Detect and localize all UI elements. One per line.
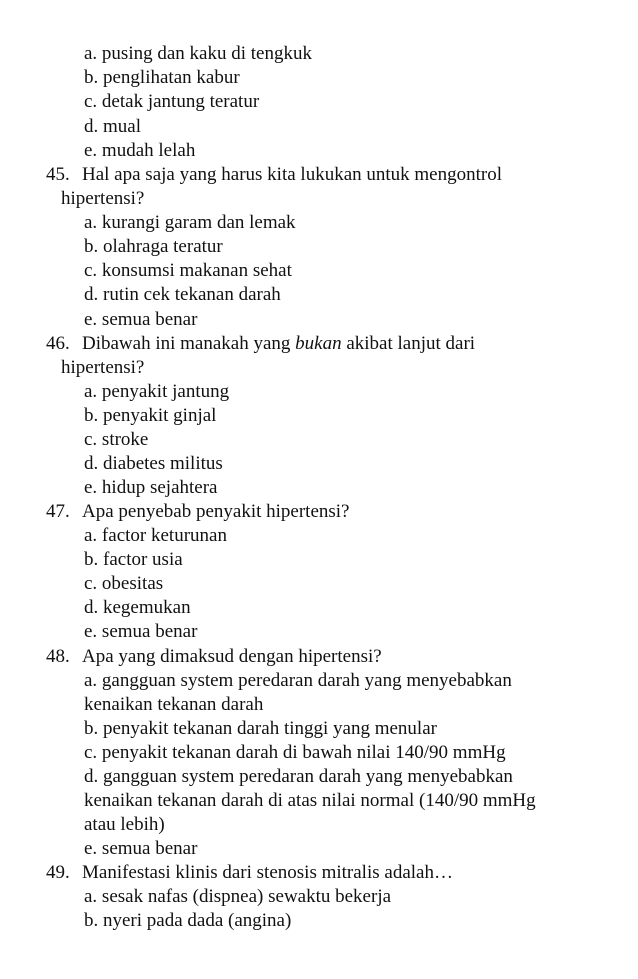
q48-option-a-cont: kenaikan tekanan darah bbox=[84, 694, 264, 715]
q44-option-c: c. detak jantung teratur bbox=[84, 91, 260, 112]
q44-option-e: e. mudah lelah bbox=[84, 140, 196, 161]
q46-option-d: d. diabetes militus bbox=[84, 453, 223, 474]
q47-option-d: d. kegemukan bbox=[84, 597, 191, 618]
q45-text-cont: hipertensi? bbox=[61, 188, 145, 209]
q45-option-e: e. semua benar bbox=[84, 309, 198, 330]
q45-option-c: c. konsumsi makanan sehat bbox=[84, 260, 292, 281]
q46-option-b: b. penyakit ginjal bbox=[84, 405, 217, 426]
q46-text-cont: hipertensi? bbox=[61, 357, 145, 378]
q44-option-d: d. mual bbox=[84, 116, 141, 137]
q46-option-e: e. hidup sejahtera bbox=[84, 477, 218, 498]
q47-option-c: c. obesitas bbox=[84, 573, 164, 594]
q45-option-d: d. rutin cek tekanan darah bbox=[84, 284, 281, 305]
q46-option-a: a. penyakit jantung bbox=[84, 381, 230, 402]
q45-option-a: a. kurangi garam dan lemak bbox=[84, 212, 296, 233]
q45-text: Hal apa saja yang harus kita lukukan untuk mengontrol bbox=[82, 164, 503, 185]
q47-option-a: a. factor keturunan bbox=[84, 525, 227, 546]
q48-option-b: b. penyakit tekanan darah tinggi yang menular bbox=[84, 718, 437, 739]
q45-option-b: b. olahraga teratur bbox=[84, 236, 223, 257]
q49-option-a: a. sesak nafas (dispnea) sewaktu bekerja bbox=[84, 886, 392, 907]
q48-option-d-cont: kenaikan tekanan darah di atas nilai normal (140/90 mmHg bbox=[84, 790, 536, 811]
q47-option-e: e. semua benar bbox=[84, 621, 198, 642]
q46-text-italic: bukan bbox=[295, 333, 342, 354]
q44-option-a: a. pusing dan kaku di tengkuk bbox=[84, 43, 312, 64]
q48-number: 48. bbox=[46, 646, 70, 667]
q46-number: 46. bbox=[46, 333, 70, 354]
q47-option-b: b. factor usia bbox=[84, 549, 183, 570]
q46-option-c: c. stroke bbox=[84, 429, 149, 450]
q48-option-d-cont-2: atau lebih) bbox=[84, 814, 165, 835]
q48-text: Apa yang dimaksud dengan hipertensi? bbox=[82, 646, 382, 667]
q48-option-a: a. gangguan system peredaran darah yang menyebabkan bbox=[84, 670, 512, 691]
q49-number: 49. bbox=[46, 862, 70, 883]
q46-text-after: akibat lanjut dari bbox=[341, 333, 476, 354]
q48-option-d: d. gangguan system peredaran darah yang menyebabkan bbox=[84, 766, 513, 787]
q46-text-before: Dibawah ini manakah yang bbox=[82, 333, 296, 354]
q49-option-b: b. nyeri pada dada (angina) bbox=[84, 910, 292, 931]
q47-number: 47. bbox=[46, 501, 70, 522]
q46-text bbox=[82, 332, 475, 356]
q48-option-c: c. penyakit tekanan darah di bawah nilai 140/90 mmHg bbox=[84, 742, 506, 763]
q49-text: Manifestasi klinis dari stenosis mitralis adalah… bbox=[82, 862, 453, 883]
q45-number: 45. bbox=[46, 164, 70, 185]
q44-option-b: b. penglihatan kabur bbox=[84, 67, 240, 88]
q48-option-e: e. semua benar bbox=[84, 838, 198, 859]
q47-text: Apa penyebab penyakit hipertensi? bbox=[82, 501, 350, 522]
